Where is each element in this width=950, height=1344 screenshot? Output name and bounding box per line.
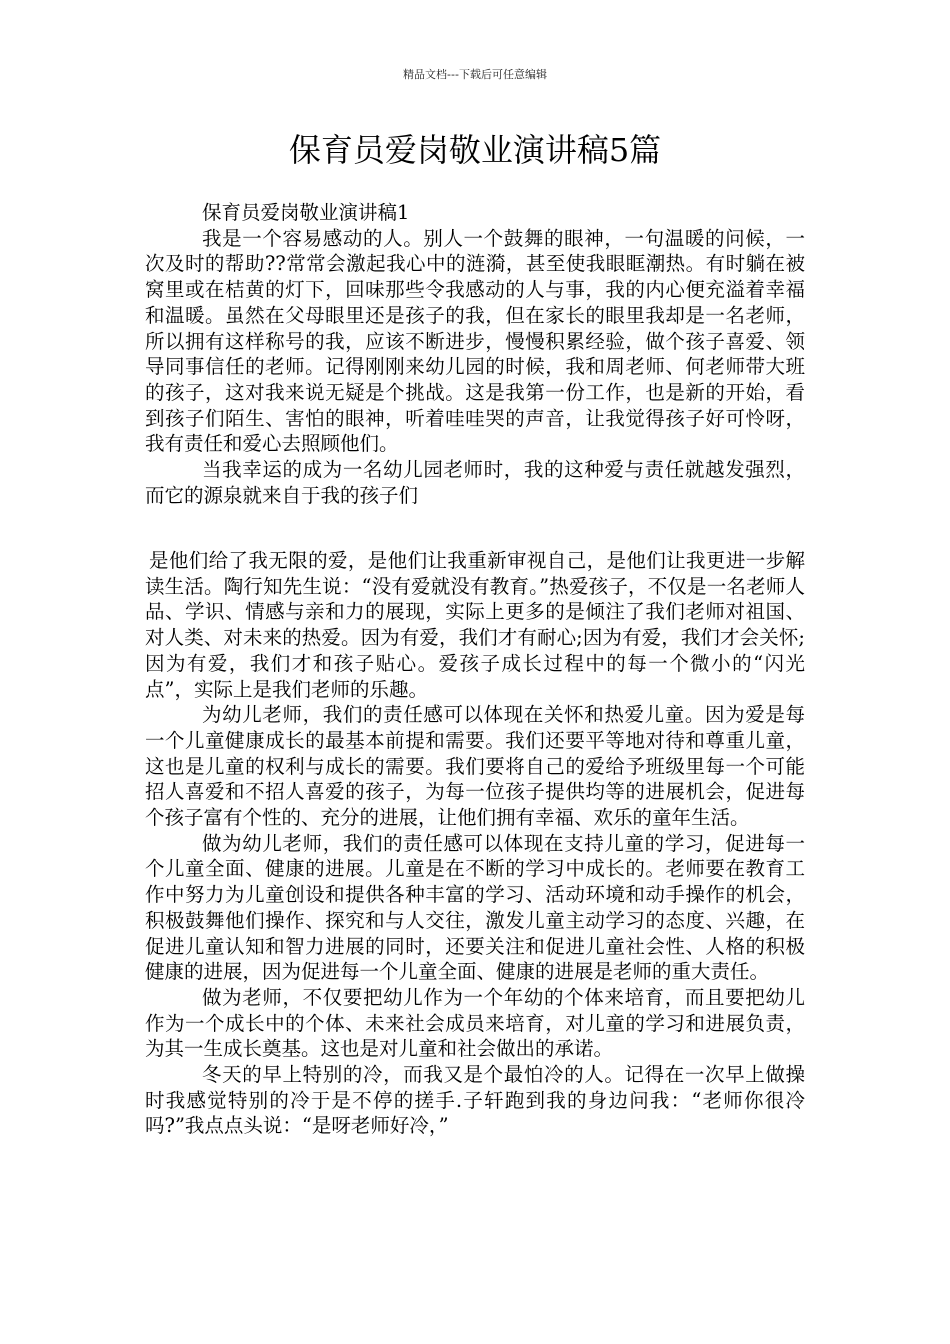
body-block-1 [145,200,805,508]
document-subtitle: 保育员爱岗敬业演讲稿1 [202,201,410,224]
paragraph: 是他们给了我无限的爱，是他们让我重新审视自己，是他们让我更进一步解读生活。陶行知先生说：“没有爱就没有教育。”热爱孩子，不仅是一名老师人品、学识、情感与亲和力的展现，实际上更多的是倾注了我们老师对祖国、对人类、对未来的热爱。因为有爱，我们才有耐心;因为有爱，我们才会关怀;因为有爱，我们才和孩子贴心。爱孩子成长过程中的每一个微小的“闪光点”，实际上是我们老师的乐趣。 [145,549,805,701]
document-title: 保育员爱岗敬业演讲稿5篇 [288,131,662,169]
paragraph: 当我幸运的成为一名幼儿园老师时，我的这种爱与责任就越发强烈，而它的源泉就来自于我的孩子们 [145,458,805,507]
paragraph: 做为老师，不仅要把幼儿作为一个年幼的个体来培育，而且要把幼儿作为一个成长中的个体、未来社会成员来培育，对儿童的学习和进展负责，为其一生成长奠基。这也是对儿童和社会做出的承诺。 [145,985,805,1061]
body-block-2 [145,548,805,1139]
header-note: 精品文档---下载后可任意编辑 [403,68,547,81]
paragraph: 冬天的早上特别的冷，而我又是个最怕冷的人。记得在一次早上做操时我感觉特别的冷于是不停的搓手.子轩跑到我的身边问我：“老师你很冷吗?”我点点头说：“是呀老师好冷，” [145,1063,805,1138]
paragraph: 我是一个容易感动的人。别人一个鼓舞的眼神，一句温暖的问候，一次及时的帮助??常常会激起我心中的涟漪，甚至使我眼眶潮热。有时躺在被窝里或在桔黄的灯下，回味那些令我感动的人与事，我的内心便充溢着幸福和温暖。虽然在父母眼里还是孩子的我，但在家长的眼里我却是一名老师，所以拥有这样称号的我，应该不断进步，慢慢积累经验，做个孩子喜爱、领导同事信任的老师。记得刚刚来幼儿园的时候，我和周老师、何老师带大班的孩子，这对我来说无疑是个挑战。这是我第一份工作，也是新的开始，看到孩子们陌生、害怕的眼神，听着哇哇哭的声音，让我觉得孩子好可怜呀，我有责任和爱心去照顾他们。 [145,226,805,456]
paragraph: 为幼儿老师，我们的责任感可以体现在关怀和热爱儿童。因为爱是每一个儿童健康成长的最基本前提和需要。我们还要平等地对待和尊重儿童，这也是儿童的权利与成长的需要。我们要将自己的爱给予班级里每一个可能招人喜爱和不招人喜爱的孩子，为每一位孩子提供均等的进展机会，促进每个孩子富有个性的、充分的进展，让他们拥有幸福、欢乐的童年生活。 [145,703,805,830]
paragraph: 做为幼儿老师，我们的责任感可以体现在支持儿童的学习，促进每一个儿童全面、健康的进展。儿童是在不断的学习中成长的。老师要在教育工作中努力为儿童创设和提供各种丰富的学习、活动环境和动手操作的机会，积极鼓舞他们操作、探究和与人交往，激发儿童主动学习的态度、兴趣，在促进儿童认知和智力进展的同时，还要关注和促进儿童社会性、人格的积极健康的进展，因为促进每一个儿童全面、健康的进展是老师的重大责任。 [145,831,805,984]
